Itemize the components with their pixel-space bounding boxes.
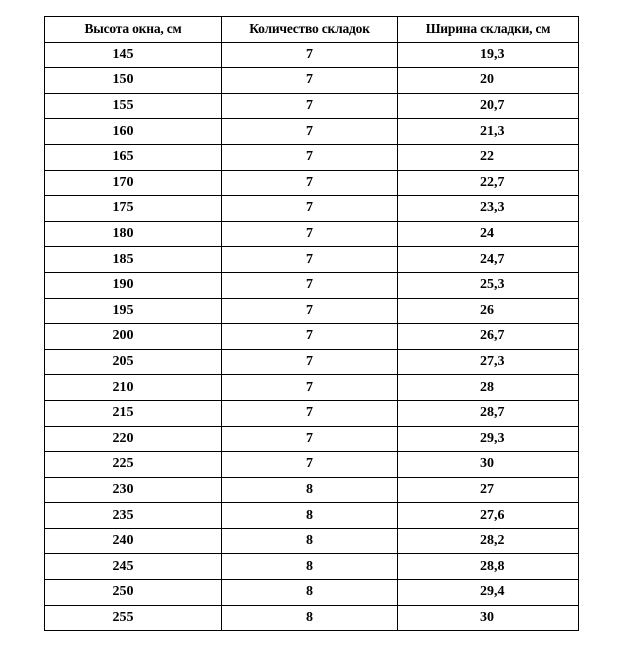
table-row <box>45 580 579 606</box>
cell-pleat-width: 20,7 <box>398 93 579 119</box>
table-row <box>45 324 579 350</box>
cell-window-height: 230 <box>45 477 222 503</box>
cell-pleat-width: 27,3 <box>398 349 579 375</box>
cell-window-height: 145 <box>45 42 222 68</box>
cell-window-height: 245 <box>45 554 222 580</box>
cell-pleat-count: 8 <box>222 605 398 631</box>
cell-window-height: 190 <box>45 272 222 298</box>
cell-pleat-count: 7 <box>222 452 398 478</box>
cell-pleat-count: 7 <box>222 119 398 145</box>
table-row <box>45 272 579 298</box>
header-row <box>45 17 579 43</box>
cell-pleat-width: 29,3 <box>398 426 579 452</box>
table-row <box>45 375 579 401</box>
cell-window-height: 175 <box>45 196 222 222</box>
cell-pleat-width: 26,7 <box>398 324 579 350</box>
cell-pleat-width: 28 <box>398 375 579 401</box>
cell-window-height: 215 <box>45 400 222 426</box>
cell-pleat-width: 24 <box>398 221 579 247</box>
cell-pleat-count: 7 <box>222 298 398 324</box>
cell-pleat-count: 7 <box>222 400 398 426</box>
table-row <box>45 144 579 170</box>
table-row <box>45 503 579 529</box>
cell-pleat-width: 21,3 <box>398 119 579 145</box>
cell-pleat-count: 8 <box>222 528 398 554</box>
cell-pleat-width: 28,7 <box>398 400 579 426</box>
cell-window-height: 250 <box>45 580 222 606</box>
cell-pleat-width: 30 <box>398 452 579 478</box>
cell-pleat-count: 7 <box>222 170 398 196</box>
cell-pleat-width: 19,3 <box>398 42 579 68</box>
cell-pleat-width: 20 <box>398 68 579 94</box>
table-row <box>45 119 579 145</box>
cell-window-height: 155 <box>45 93 222 119</box>
pleat-table <box>44 16 579 631</box>
cell-window-height: 150 <box>45 68 222 94</box>
cell-window-height: 165 <box>45 144 222 170</box>
table-row <box>45 196 579 222</box>
cell-window-height: 210 <box>45 375 222 401</box>
cell-pleat-count: 7 <box>222 144 398 170</box>
table-row <box>45 221 579 247</box>
cell-pleat-width: 25,3 <box>398 272 579 298</box>
table-row <box>45 554 579 580</box>
table-row <box>45 528 579 554</box>
cell-pleat-width: 28,8 <box>398 554 579 580</box>
cell-pleat-width: 30 <box>398 605 579 631</box>
table-row <box>45 426 579 452</box>
cell-window-height: 200 <box>45 324 222 350</box>
cell-pleat-count: 7 <box>222 324 398 350</box>
cell-pleat-count: 7 <box>222 68 398 94</box>
header-window-height: Высота окна, см <box>45 17 222 43</box>
cell-window-height: 255 <box>45 605 222 631</box>
table-body <box>45 42 579 631</box>
table-row <box>45 477 579 503</box>
cell-pleat-width: 27,6 <box>398 503 579 529</box>
cell-window-height: 225 <box>45 452 222 478</box>
cell-window-height: 235 <box>45 503 222 529</box>
table-row <box>45 452 579 478</box>
table-row <box>45 605 579 631</box>
cell-pleat-width: 22,7 <box>398 170 579 196</box>
cell-pleat-width: 29,4 <box>398 580 579 606</box>
cell-pleat-count: 7 <box>222 42 398 68</box>
cell-window-height: 160 <box>45 119 222 145</box>
cell-pleat-width: 23,3 <box>398 196 579 222</box>
cell-pleat-count: 8 <box>222 580 398 606</box>
table-row <box>45 247 579 273</box>
cell-pleat-width: 26 <box>398 298 579 324</box>
cell-pleat-width: 27 <box>398 477 579 503</box>
cell-window-height: 240 <box>45 528 222 554</box>
cell-pleat-count: 7 <box>222 426 398 452</box>
cell-pleat-count: 7 <box>222 247 398 273</box>
cell-window-height: 205 <box>45 349 222 375</box>
cell-pleat-width: 22 <box>398 144 579 170</box>
cell-window-height: 185 <box>45 247 222 273</box>
header-pleat-count: Количество складок <box>222 17 398 43</box>
cell-window-height: 170 <box>45 170 222 196</box>
cell-window-height: 220 <box>45 426 222 452</box>
table-row <box>45 349 579 375</box>
table-row <box>45 400 579 426</box>
cell-pleat-count: 7 <box>222 93 398 119</box>
table-row <box>45 170 579 196</box>
table-container <box>44 16 578 631</box>
table-row <box>45 68 579 94</box>
table-row <box>45 42 579 68</box>
cell-pleat-count: 8 <box>222 554 398 580</box>
cell-window-height: 180 <box>45 221 222 247</box>
cell-window-height: 195 <box>45 298 222 324</box>
cell-pleat-width: 28,2 <box>398 528 579 554</box>
cell-pleat-count: 8 <box>222 503 398 529</box>
cell-pleat-count: 7 <box>222 196 398 222</box>
table-row <box>45 298 579 324</box>
cell-pleat-count: 7 <box>222 375 398 401</box>
cell-pleat-count: 7 <box>222 221 398 247</box>
table-row <box>45 93 579 119</box>
cell-pleat-count: 7 <box>222 349 398 375</box>
cell-pleat-count: 8 <box>222 477 398 503</box>
cell-pleat-width: 24,7 <box>398 247 579 273</box>
header-pleat-width: Ширина складки, см <box>398 17 579 43</box>
cell-pleat-count: 7 <box>222 272 398 298</box>
